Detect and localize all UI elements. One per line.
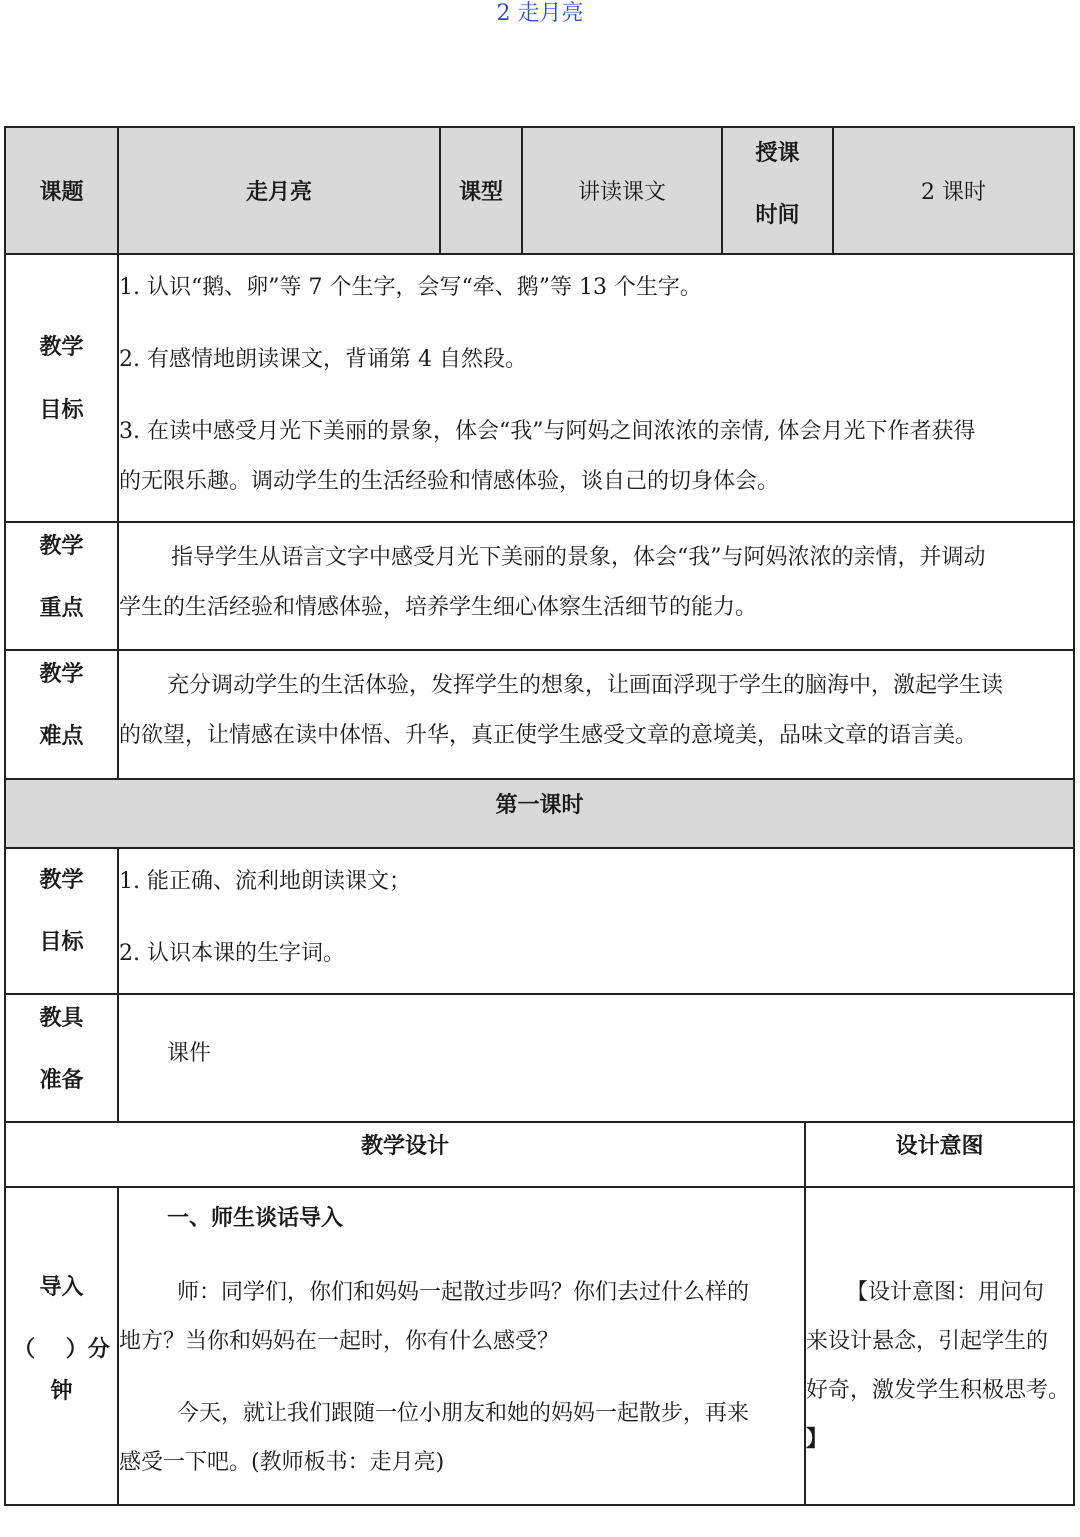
goals-row (4, 255, 1075, 523)
goals-label-line2: 目标 (39, 398, 84, 423)
goal-item: 的无限乐趣。调动学生的生活经验和情感体验，谈自己的切身体会。 (119, 469, 780, 494)
goals-content (117, 255, 1073, 521)
difficulties-line: 充分调动学生的生活体验，发挥学生的想象，让画面浮现于学生的脑海中，激起学生读 (167, 673, 1004, 698)
intent-line: 【设计意图：用问句 (846, 1280, 1045, 1305)
tools-value: 课件 (167, 1041, 212, 1066)
difficulties-label-line1: 教学 (39, 662, 84, 687)
label-topic: 课题 (39, 180, 84, 205)
design-column-header (6, 1123, 804, 1186)
intro-label-line3: 钟 (50, 1379, 73, 1404)
label-time-line2: 时间 (755, 203, 800, 228)
tools-label (6, 995, 117, 1121)
lesson-goals-content (117, 849, 1073, 993)
lesson-goals-label (6, 849, 117, 993)
lesson-one-heading: 第一课时 (495, 793, 584, 818)
design-line: 师：同学们，你们和妈妈一起散过步吗？你们去过什么样的 (177, 1280, 750, 1305)
label-type: 课型 (439, 128, 521, 253)
lesson-goals-row (4, 849, 1075, 995)
page-title: 2 走月亮 (496, 1, 584, 26)
key-points-line: 指导学生从语言文字中感受月光下美丽的景象，体会“我”与阿妈浓浓的亲情，并调动 (171, 545, 986, 570)
label-time-line1: 授课 (755, 141, 800, 166)
tools-row (4, 995, 1075, 1123)
type-value: 讲读课文 (521, 128, 721, 253)
difficulties-label (6, 651, 117, 778)
goals-label (6, 255, 117, 521)
time-value: 2 课时 (832, 128, 1073, 253)
goal-item: 3. 在读中感受月光下美丽的景象，体会“我”与阿妈之间浓浓的亲情, 体会月光下作者获得 (119, 419, 976, 444)
lesson-plan-table (4, 126, 1075, 1506)
design-line: 地方？当你和妈妈在一起时，你有什么感受？ (119, 1329, 560, 1354)
intent-line: 来设计悬念，引起学生的 (806, 1329, 1049, 1354)
lesson-goals-label-line2: 目标 (39, 930, 84, 955)
intro-label (6, 1188, 117, 1504)
difficulties-line: 的欲望，让情感在读中体悟、升华，真正使学生感受文章的意境美，品味文章的语言美。 (119, 723, 978, 748)
section-title: 一、师生谈话导入 (167, 1206, 344, 1231)
intent-column-header (804, 1123, 1073, 1186)
topic-value: 走月亮 (117, 128, 439, 253)
goal-item: 2. 有感情地朗读课文，背诵第 4 自然段。 (119, 347, 527, 372)
goal-item: 1. 认识“鹅、卵”等 7 个生字，会写“牵、鹅”等 13 个生字。 (119, 275, 702, 300)
design-column-label: 教学设计 (360, 1134, 449, 1159)
difficulties-content (117, 651, 1073, 778)
intro-label-line2: （ ）分 (13, 1337, 110, 1362)
intent-column-label: 设计意图 (895, 1134, 984, 1159)
lesson-goal-item: 1. 能正确、流利地朗读课文； (119, 869, 411, 894)
tools-label-line2: 准备 (39, 1068, 84, 1093)
design-header-row (4, 1123, 1075, 1188)
intent-content (804, 1188, 1073, 1504)
intro-label-line1: 导入 (39, 1275, 84, 1300)
tools-label-line1: 教具 (39, 1006, 84, 1031)
intent-line: 好奇，激发学生积极思考。 (806, 1378, 1071, 1403)
key-points-label-line2: 重点 (39, 596, 84, 621)
intent-line: 】 (806, 1427, 829, 1452)
goals-label-line1: 教学 (39, 335, 84, 360)
tools-content (117, 995, 1073, 1121)
lesson-goals-label-line1: 教学 (39, 868, 84, 893)
design-content (117, 1188, 804, 1504)
key-points-label-line1: 教学 (39, 534, 84, 559)
key-points-line: 学生的生活经验和情感体验，培养学生细心体察生活细节的能力。 (119, 595, 758, 620)
key-points-content (117, 523, 1073, 649)
design-line: 今天，就让我们跟随一位小朋友和她的妈妈一起散步，再来 (177, 1401, 750, 1426)
key-points-row (4, 523, 1075, 651)
key-points-label (6, 523, 117, 649)
header-row (4, 126, 1075, 255)
difficulties-label-line2: 难点 (39, 724, 84, 749)
design-line: 感受一下吧。(教师板书：走月亮) (119, 1450, 445, 1475)
difficulties-row (4, 651, 1075, 780)
lesson-goal-item: 2. 认识本课的生字词。 (119, 941, 345, 966)
lesson-one-heading-row (4, 780, 1075, 849)
design-content-row (4, 1188, 1075, 1506)
label-time (721, 128, 832, 253)
